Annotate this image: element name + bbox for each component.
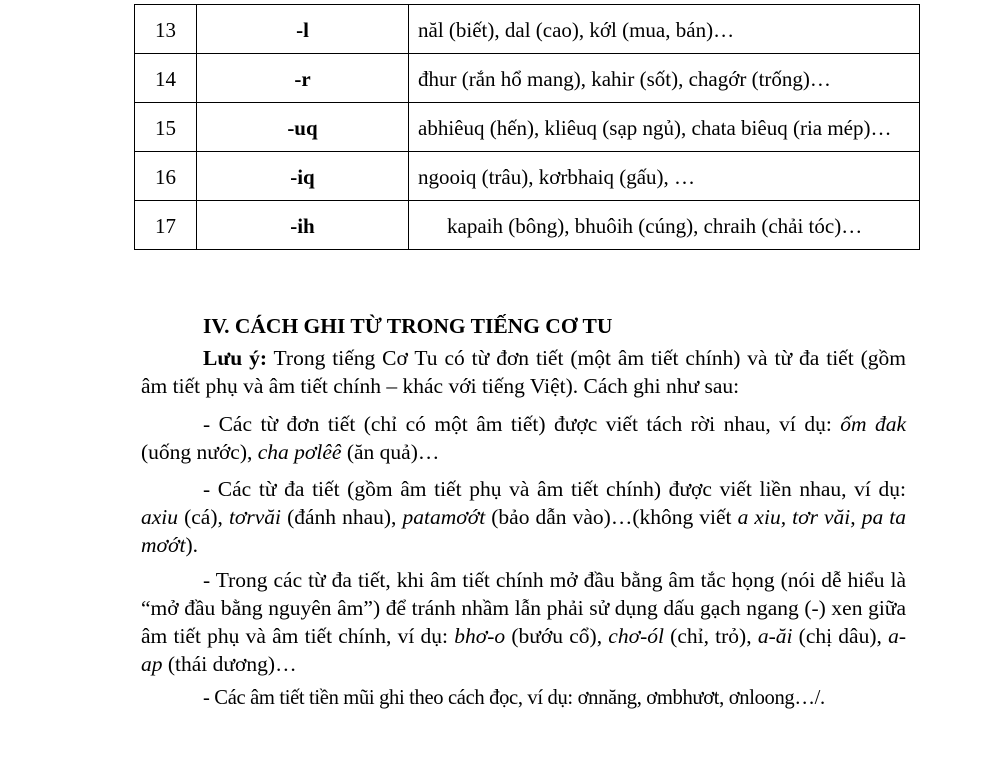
examples: đhur (rắn hổ mang), kahir (sốt), chagớr (trống)… [409, 54, 920, 103]
row-number: 15 [135, 103, 197, 152]
example-word: cha pơlêê [257, 440, 342, 464]
final-consonant: -iq [197, 152, 409, 201]
row-number: 17 [135, 201, 197, 250]
examples: ngooiq (trâu), kơrbhaiq (gấu), … [409, 152, 920, 201]
example-word: a xiu, tơr văi, pa ta mơớt [141, 505, 906, 557]
prenasal-paragraph: - Các âm tiết tiền mũi ghi theo cách đọc, ví dụ: ơnnăng, ơmbhươt, ơnloong…/. [203, 687, 825, 709]
text-run: (bướu cổ), [505, 624, 609, 648]
note-label: Lưu ý: [203, 346, 268, 370]
text-run: (chỉ, trỏ), [663, 624, 758, 648]
table-row [135, 5, 920, 54]
example-word: axiu [141, 505, 179, 529]
syllable-ending-table [134, 4, 920, 250]
single-syllable-paragraph [141, 410, 906, 466]
example-word: bhơ-o [454, 624, 506, 648]
table-row [135, 103, 920, 152]
text-run: (ăn quả)… [341, 440, 440, 464]
glottal-stop-paragraph [141, 566, 906, 678]
text-run: (thái dương)… [162, 652, 297, 676]
final-consonant: -r [197, 54, 409, 103]
example-word: chơ-ól [608, 624, 664, 648]
text-run: (cá), [178, 505, 229, 529]
row-number: 14 [135, 54, 197, 103]
multi-syllable-paragraph [141, 475, 906, 559]
examples: kapaih (bông), bhuôih (cúng), chraih (chải tóc)… [409, 201, 920, 250]
row-number: 13 [135, 5, 197, 54]
table-row [135, 201, 920, 250]
text-run: - Các từ đa tiết (gồm âm tiết phụ và âm tiết chính) được viết liền nhau, ví dụ: [203, 477, 906, 501]
final-consonant: -ih [197, 201, 409, 250]
text-run: (bảo dẫn vào)…(không viết [485, 505, 738, 529]
text-run: (uống nước), [141, 440, 258, 464]
example-word: a-ăi [757, 624, 793, 648]
example-word: ốm đak [840, 412, 907, 436]
row-number: 16 [135, 152, 197, 201]
text-run: ). [185, 533, 198, 557]
examples: năl (biết), dal (cao), kớl (mua, bán)… [409, 5, 920, 54]
text-run: (chị dâu), [792, 624, 889, 648]
table-row [135, 54, 920, 103]
text-run: (đánh nhau), [281, 505, 403, 529]
final-consonant: -l [197, 5, 409, 54]
examples: abhiêuq (hến), kliêuq (sạp ngủ), chata biêuq (ria mép)… [409, 103, 920, 152]
text-run: - Trong các từ đa tiết, khi âm tiết chính mở đầu bằng âm tắc họng (nói dễ hiểu là “mở đầu bằng nguyên âm”) để tránh nhầm lẫn phải sử dụng dấu gạch ngang (-) xen giữa âm tiết phụ và âm tiết chính, ví dụ: [141, 568, 906, 648]
example-word: patamơớt [402, 505, 486, 529]
example-word: a-ap [141, 624, 907, 676]
table-row [135, 152, 920, 201]
section-heading: IV. CÁCH GHI TỪ TRONG TIẾNG CƠ TU [203, 314, 613, 338]
example-word: tơrvăi [228, 505, 282, 529]
text-run: - Các từ đơn tiết (chỉ có một âm tiết) được viết tách rời nhau, ví dụ: [203, 412, 841, 436]
final-consonant: -uq [197, 103, 409, 152]
note-paragraph [141, 344, 906, 400]
note-text: Trong tiếng Cơ Tu có từ đơn tiết (một âm tiết chính) và từ đa tiết (gồm âm tiết phụ và âm tiết chính – khác với tiếng Việt). Cách ghi như sau: [141, 346, 906, 398]
